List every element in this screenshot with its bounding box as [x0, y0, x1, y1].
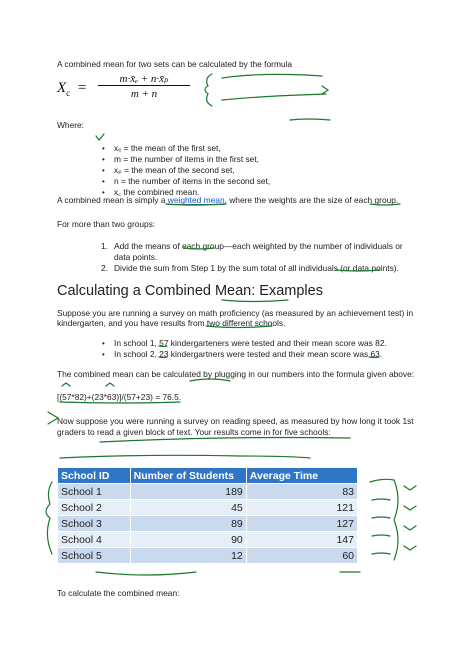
- bullet-icon: •: [102, 339, 105, 348]
- ink-stroke: [96, 572, 196, 575]
- formula-intro-text: A combined mean for two sets can be calculated by the formula: [57, 59, 293, 69]
- where-label: Where:: [57, 120, 84, 130]
- combined-mean-formula: [57, 80, 86, 98]
- ink-brace: [46, 482, 52, 554]
- example1-bullet: In school 1, 57 kindergarteners were tested and their mean score was 82.: [114, 338, 387, 348]
- example2-intro-line1: Now suppose you were running a survey on reading speed, as measured by how long it took 1st: [57, 416, 414, 426]
- section-heading: Calculating a Combined Mean: Examples: [57, 283, 323, 299]
- formula-lhs-sub: c: [66, 88, 71, 98]
- header-average-time: Average Time: [246, 468, 357, 484]
- ink-stroke: [60, 455, 310, 458]
- example2-intro-line2: graders to read a given block of text. Your results come in for five schools:: [57, 427, 331, 437]
- definition-item: xₚ = the mean of the second set,: [114, 165, 235, 175]
- cell-school-id: School 5: [58, 548, 130, 564]
- definition-item: n = the number of items in the second set,: [114, 176, 271, 186]
- step-text: Divide the sum from Step 1 by the sum total of all individuals (or data points).: [114, 263, 399, 273]
- ink-arrow: [404, 486, 416, 550]
- formula-denominator: m + n: [130, 88, 158, 100]
- cell-school-id: School 3: [58, 516, 130, 532]
- definition-item: x꜀ the combined mean.: [114, 187, 200, 197]
- cell-average-time: 127: [246, 516, 357, 532]
- header-school-id: School ID: [58, 468, 130, 484]
- cell-number-of-students: 12: [130, 548, 246, 564]
- example1-intro-line1: Suppose you are running a survey on math proficiency (as measured by an achievement test) in: [57, 308, 414, 318]
- table-row: [58, 500, 358, 516]
- definition-item: m = the number of items in the first set,: [114, 154, 259, 164]
- table-header-row: [58, 468, 358, 484]
- calculation-text: [(57*82)+(23*63)]/(57+23) = 76.5.: [57, 392, 182, 402]
- bullet-icon: •: [102, 188, 105, 197]
- schools-table: [58, 468, 358, 563]
- ink-brace: [205, 74, 212, 106]
- bullet-icon: •: [102, 177, 105, 186]
- bullet-icon: •: [102, 166, 105, 175]
- cell-number-of-students: 90: [130, 532, 246, 548]
- weighted-mean-sentence: [57, 195, 398, 206]
- step-text: Add the means of each group—each weighted by the number of individuals or: [114, 241, 403, 251]
- cell-number-of-students: 189: [130, 484, 246, 500]
- cell-average-time: 60: [246, 548, 357, 564]
- table-row: [58, 548, 358, 564]
- formula-equals: =: [77, 80, 87, 96]
- ink-underline: [222, 300, 288, 302]
- definition-item: xₑ = the mean of the first set,: [114, 143, 221, 153]
- ink-arrow: [322, 86, 328, 94]
- example1-intro-line2: kindergarten, and you have results from two different schools.: [57, 318, 286, 328]
- table-row: [58, 516, 358, 532]
- formula-numerator: m·x̄ₑ + n·x̄ₚ: [98, 72, 190, 86]
- ink-stroke: [370, 479, 394, 482]
- plug-in-text: The combined mean can be calculated by plugging in our numbers into the formula given above:: [57, 369, 415, 379]
- bullet-icon: •: [102, 155, 105, 164]
- table-row: [58, 532, 358, 548]
- closing-text: To calculate the combined mean:: [57, 588, 180, 598]
- ink-brace: [394, 480, 398, 560]
- cell-average-time: 121: [246, 500, 357, 516]
- cell-number-of-students: 45: [130, 500, 246, 516]
- weighted-before: A combined mean is simply a: [57, 195, 168, 205]
- step-text-continued: data points.: [114, 252, 158, 262]
- example1-bullet: In school 2, 23 kindergartners were tested and their mean score was 63.: [114, 349, 383, 359]
- ink-underline: [222, 74, 322, 78]
- ink-underline: [222, 94, 326, 100]
- cell-average-time: 147: [246, 532, 357, 548]
- header-number-of-students: Number of Students: [130, 468, 246, 484]
- cell-school-id: School 2: [58, 500, 130, 516]
- ink-underline: [290, 119, 330, 120]
- table-row: [58, 484, 358, 500]
- weighted-mean-link[interactable]: weighted mean: [167, 195, 225, 205]
- ink-check-icon: [106, 383, 114, 386]
- ink-check-icon: [96, 134, 104, 140]
- ink-stroke: [372, 499, 390, 554]
- cell-number-of-students: 89: [130, 516, 246, 532]
- bullet-icon: •: [102, 144, 105, 153]
- step-number: 2.: [101, 263, 108, 273]
- step-number: 1.: [101, 241, 108, 251]
- cell-school-id: School 4: [58, 532, 130, 548]
- cell-school-id: School 1: [58, 484, 130, 500]
- formula-lhs: X: [57, 80, 67, 96]
- bullet-icon: •: [102, 350, 105, 359]
- ink-check-icon: [62, 383, 70, 386]
- cell-average-time: 83: [246, 484, 357, 500]
- weighted-after: , where the weights are the size of each group.: [224, 195, 399, 205]
- more-groups-label: For more than two groups:: [57, 219, 156, 229]
- ink-stroke: [100, 438, 350, 443]
